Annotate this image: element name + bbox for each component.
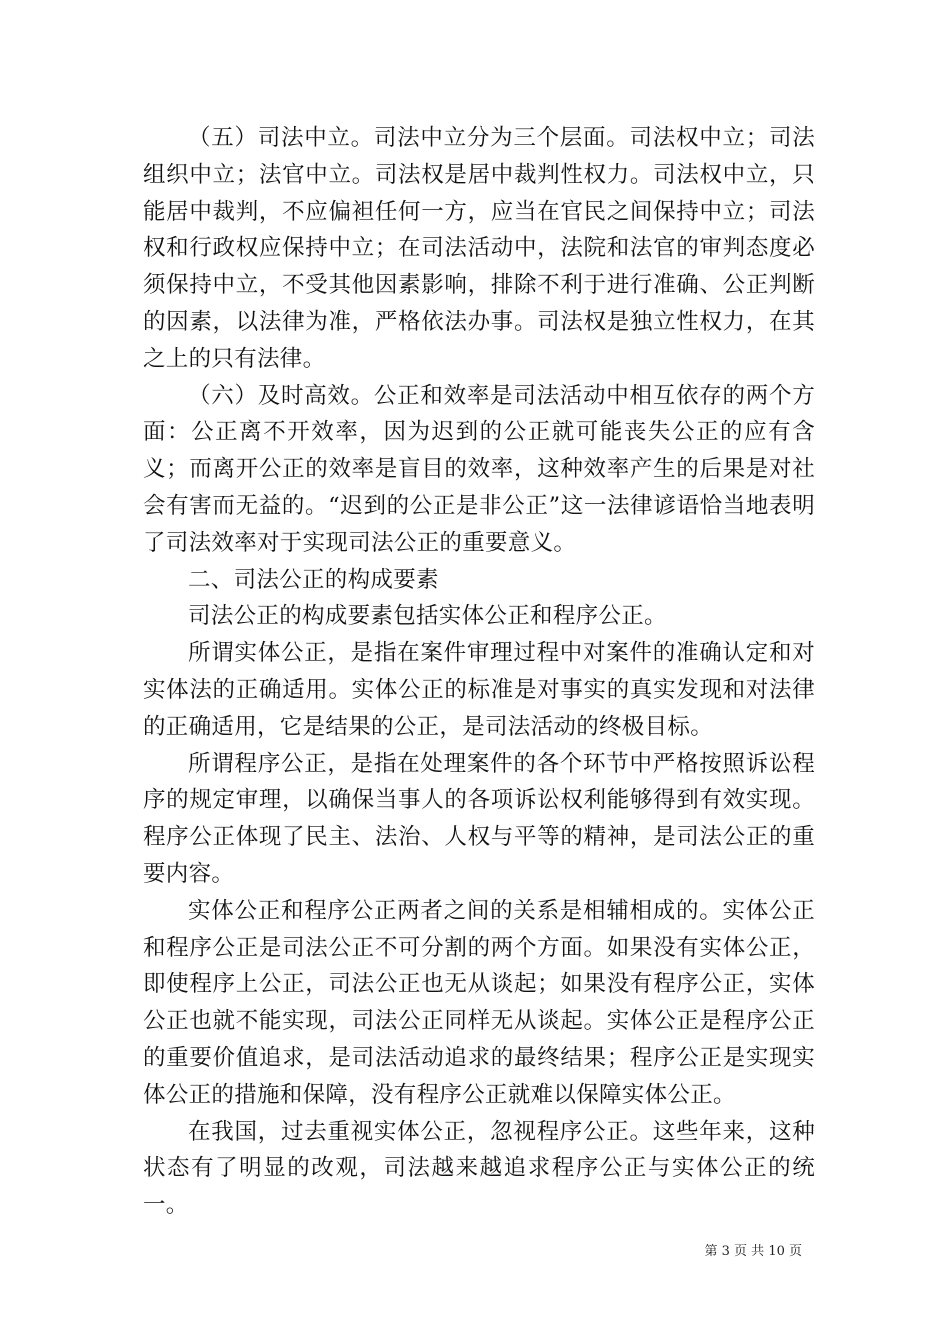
paragraph-relationship: 实体公正和程序公正两者之间的关系是相辅相成的。实体公正和程序公正是司法公正不可分割的两个方面。如果没有实体公正，即使程序上公正，司法公正也无从谈起；如果没有程序公正，实体公正也就不能实现，司法公正同样无从谈起。实体公正是程序公正的重要价值追求，是司法活动追求的最终结果；程序公正是实现实体公正的措施和保障，没有程序公正就难以保障实体公正。	[143, 897, 815, 1108]
section-heading-elements: 二、司法公正的构成要素	[188, 566, 439, 593]
paragraph-substantive-justice: 所谓实体公正，是指在案件审理过程中对案件的准确认定和对实体法的正确适用。实体公正的标准是对事实的真实发现和对法律的正确适用，它是结果的公正，是司法活动的终极目标。	[143, 640, 815, 740]
paragraph-china-context: 在我国，过去重视实体公正，忽视程序公正。这些年来，这种状态有了明显的改观，司法越来越追求程序公正与实体公正的统一。	[143, 1118, 815, 1219]
page-number-footer: 第 3 页 共 10 页	[704, 1244, 802, 1259]
paragraph-procedural-justice: 所谓程序公正，是指在处理案件的各个环节中严格按照诉讼程序的规定审理，以确保当事人的各项诉讼权利能够得到有效实现。程序公正体现了民主、法治、人权与平等的精神，是司法公正的重要内容。	[143, 750, 815, 887]
paragraph-judicial-neutrality: （五）司法中立。司法中立分为三个层面。司法权中立；司法组织中立；法官中立。司法权是居中裁判性权力。司法权中立，只能居中裁判，不应偏袒任何一方，应当在官民之间保持中立；司法权和行政权应保持中立；在司法活动中，法院和法官的审判态度必须保持中立，不受其他因素影响，排除不利于进行准确、公正判断的因素，以法律为准，严格依法办事。司法权是独立性权力，在其之上的只有法律。	[143, 125, 815, 372]
paragraph-timely-efficient: （六）及时高效。公正和效率是司法活动中相互依存的两个方面：公正离不开效率，因为迟到的公正就可能丧失公正的应有含义；而离开公正的效率是盲目的效率，这种效率产生的后果是对社会有害而无益的。“迟到的公正是非公正”这一法律谚语恰当地表明了司法效率对于实现司法公正的重要意义。	[143, 382, 815, 556]
document-body	[143, 120, 815, 1224]
paragraph-elements-intro: 司法公正的构成要素包括实体公正和程序公正。	[188, 603, 667, 630]
